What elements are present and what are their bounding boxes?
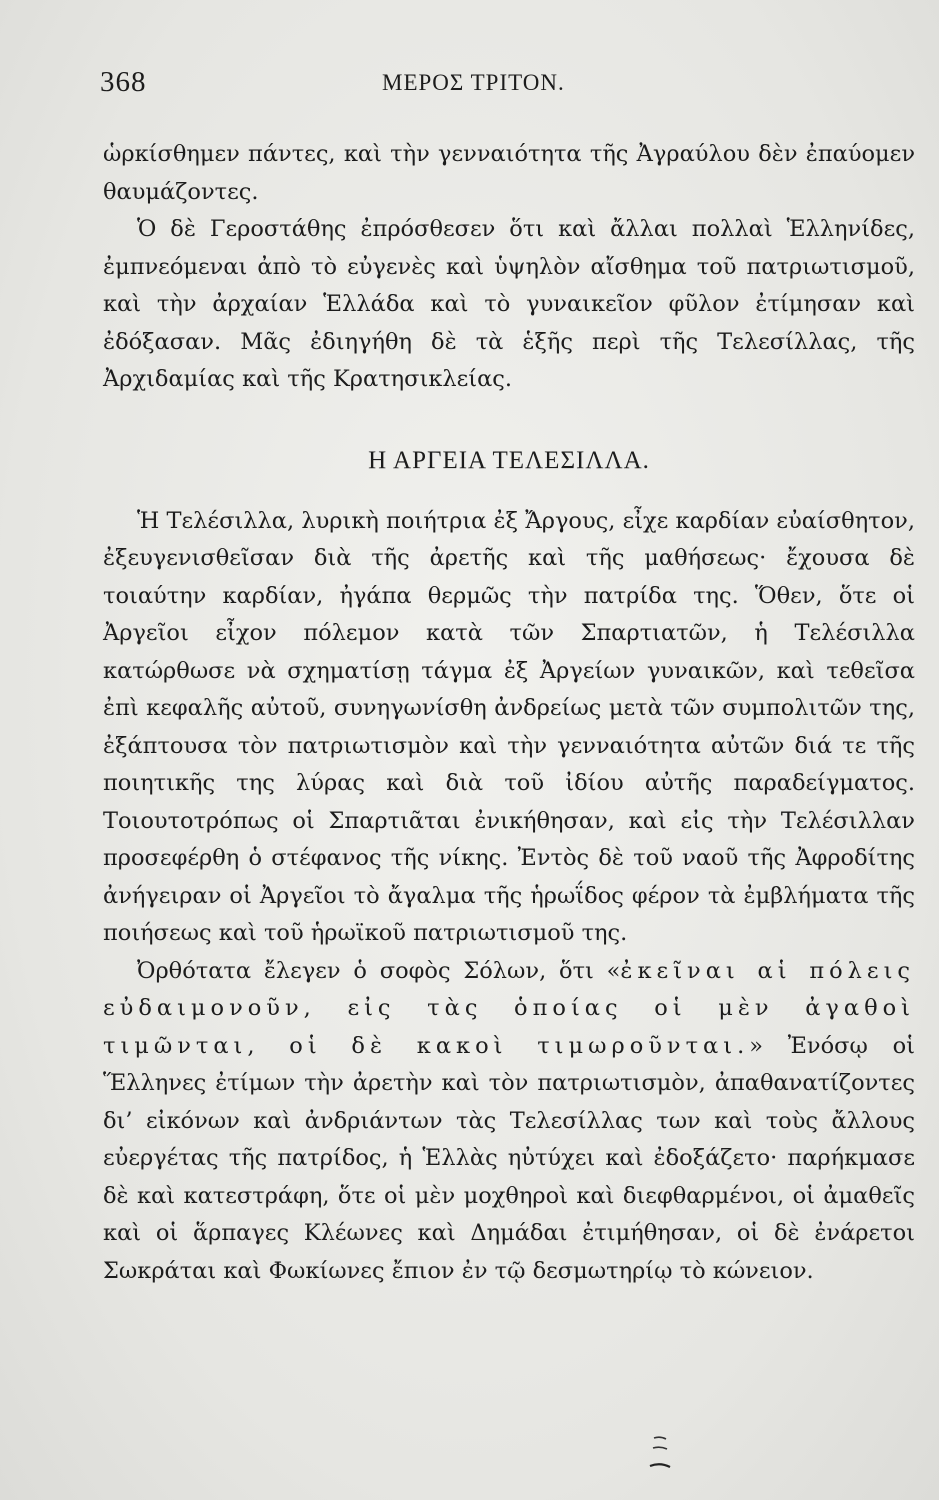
paragraph-continuation: ὡρκίσθημεν πάντες, καὶ τὴν γενναιότητα τῆς Ἀγραύλου δὲν ἐπαύομεν θαυμάζοντες. xyxy=(103,141,915,205)
paragraph-telesilla: Ἡ Τελέσιλλα, λυρικὴ ποιήτρια ἐξ Ἄργους, εἶχε καρδίαν εὐαίσθητον, ἐξευγενισθεῖσαν διὰ τῆς ἀρετῆς καὶ τῆς μαθήσεως· ἔχουσα δὲ τοιαύτην καρδίαν, ἠγάπα θερμῶς τὴν πατρίδα της. Ὅθεν, ὅτε οἱ Ἀργεῖοι εἶχον πόλεμον κατὰ τῶν Σπαρτιατῶν, ἡ Τελέσιλλα κατώρθωσε νὰ σχηματίσῃ τάγμα ἐξ Ἀργείων γυναικῶν, καὶ τεθεῖσα ἐπὶ κεφαλῆς αὐτοῦ, συνηγωνίσθη ἀνδρείως μετὰ τῶν συμπολιτῶν της, ἐξάπτουσα τὸν πατριωτισμὸν καὶ τὴν γενναιότητα αὐτῶν διά τε τῆς ποιητικῆς της λύρας καὶ διὰ τοῦ ἰδίου αὐτῆς παραδείγματος. Τοιουτοτρόπως οἱ Σπαρτιᾶται ἐνικήθησαν, καὶ εἰς τὴν Τελέσιλλαν προσεφέρθη ὁ στέφανος τῆς νίκης. Ἐντὸς δὲ τοῦ ναοῦ τῆς Ἀφροδίτης ἀνήγειραν οἱ Ἀργεῖοι τὸ ἄγαλμα τῆς ἡρωΐδος φέρον τὰ ἐμβλήματα τῆς ποιήσεως καὶ τοῦ ἡρωϊκοῦ πατριωτισμοῦ της. xyxy=(103,507,915,946)
page-body xyxy=(103,136,915,1290)
paragraph-gerostathis: Ὁ δὲ Γεροστάθης ἐπρόσθεσεν ὅτι καὶ ἄλλαι πολλαὶ Ἑλληνίδες, ἐμπνεόμεναι ἀπὸ τὸ εὐγενὲς καὶ ὑψηλὸν αἴσθημα τοῦ πατριωτισμοῦ, καὶ τὴν ἀρχαίαν Ἑλλάδα καὶ τὸ γυναικεῖον φῦλον ἐτίμησαν καὶ ἐδόξασαν. Μᾶς ἐδιηγήθη δὲ τὰ ἑξῆς περὶ τῆς Τελεσίλλας, τῆς Ἀρχιδαμίας καὶ τῆς Κρατησικλείας. xyxy=(103,216,915,392)
running-head: ΜΕΡΟΣ ΤΡΙΤΟΝ. xyxy=(382,70,565,95)
signature-mark-icon xyxy=(648,1432,672,1472)
page-header xyxy=(100,66,890,106)
page-number: 368 xyxy=(100,66,147,98)
solon-intro: Ὀρθότατα ἔλεγεν ὁ σοφὸς Σόλων, ὅτι « xyxy=(137,957,621,984)
solon-outro: » Ἐνόσῳ οἱ Ἕλληνες ἐτίμων τὴν ἀρετὴν καὶ τὸν πατριωτισμὸν, ἀπαθανατίζοντες δι’ εἰκόνων καὶ ἀνδριάντων τὰς Τελεσίλλας των καὶ τοὺς ἄλλους εὐεργέτας τῆς πατρίδος, ἡ Ἑλλὰς ηὐτύχει καὶ ἐδοξάζετο· παρήκμασε δὲ καὶ κατεστράφη, ὅτε οἱ μὲν μοχθηροὶ καὶ διεφθαρμένοι, οἱ ἀμαθεῖς καὶ οἱ ἅρπαγες Κλέωνες καὶ Δημάδαι ἐτιμήθησαν, οἱ δὲ ἐνάρετοι Σωκράται καὶ Φωκίωνες ἔπιον ἐν τῷ δεσμωτηρίῳ τὸ κώνειον. xyxy=(103,1032,915,1284)
solon-quote: ἐκεῖναι αἱ πόλεις εὐδαιμονοῦν, εἰς τὰς ὁποίας οἱ μὲν ἀγαθοὶ τιμῶνται, οἱ δὲ κακοὶ τιμωροῦνται. xyxy=(103,957,915,1059)
section-title: Η ΑΡΓΕΙΑ ΤΕΛΕΣΙΛΛΑ. xyxy=(368,446,650,474)
paragraph-solon xyxy=(103,953,915,1291)
